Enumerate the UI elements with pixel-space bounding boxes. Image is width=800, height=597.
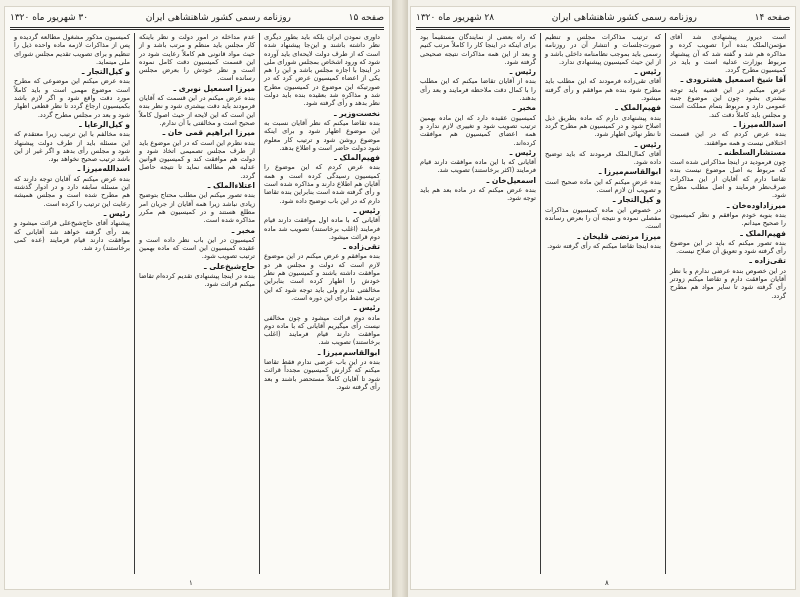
speaker-heading: اسمعیل‌خان ـ <box>486 175 536 185</box>
speaker-heading: مخبر ـ <box>231 225 255 235</box>
left-newspaper-title: روزنامه رسمی کشور شاهنشاهی ایران <box>145 13 291 23</box>
paragraph: آقای کمال‌الملک فرمودند که باید توضیح داده شود. <box>545 149 661 167</box>
paragraph: کمیسیون عقیده دارد که این ماده بهمین ترتیب تصویب شود و تغییری لازم ندارد و همه اعضای کمیسیون هم موافقت کرده‌اند. <box>420 113 536 147</box>
paragraph: بنده پیشنهادی دارم که ماده بطریق ذیل اصلاح شود و در کمیسیون هم مطرح گردد تا نظر نهائی اظهار شود. <box>545 113 661 139</box>
speaker-heading: رئیس ـ <box>353 205 380 215</box>
paragraph: بنده از آقایان تقاضا میکنم که این مطلب را با کمال دقت ملاحظه فرمایند و بعد رأی بدهند. <box>420 77 536 103</box>
paragraph: آقایانی که با این ماده موافقت دارند قیام فرمایند (اکثر برخاستند) تصویب شد. <box>420 158 536 175</box>
paragraph: در خصوص این ماده کمیسیون مذاکرات مفصلی نموده و نتیجه آن را بعرض رسانده است. <box>545 205 661 231</box>
left-header-rule-2 <box>10 29 384 30</box>
speaker-heading: فهیم‌الملک ـ <box>615 103 661 113</box>
speaker-heading: تقی‌زاده ـ <box>343 242 380 252</box>
paragraph: چون فرمودید در اینجا مذاکراتی شده است که مربوط به اصل موضوع نیست بنده تقاضا دارم که آقایان از این مذاکرات صرف‌نظر فرمایند و اصل مطلب مطرح شود. <box>670 158 786 200</box>
paragraph: بنده عرض میکنم این موضوعی که مطرح است موضوع مهمی است و باید کاملاً مورد دقت واقع شود و اگر لازم باشد بکمیسیون ارجاع گردد تا نظر قطعی اظهار شود و بعد در مجلس مطرح گردد. <box>14 77 130 119</box>
paragraph: پیشنهاد آقای حاج‌شیخ‌علی قرائت میشود و بعد رأی گرفته خواهد شد آقایانی که موافقت دارند قیام فرمایند (عده کمی برخاستند) رد شد. <box>14 219 130 253</box>
paragraph: بنده عرض کردم که در این قسمت اختلافی نیست و همه موافقند. <box>670 130 786 147</box>
speaker-heading: فهیم‌الملک ـ <box>740 228 786 238</box>
speaker-heading: ابوالقاسم‌میرزا ـ <box>598 167 661 177</box>
paragraph: ماده دوم قرائت میشود و چون مخالفی نیست رأی میگیریم آقایانی که با ماده دوم موافقت دارند قیام فرمایند (اغلب برخاستند) تصویب شد. <box>264 313 380 347</box>
speaker-heading: نخست‌وزیر ـ <box>334 108 380 118</box>
paragraph: در این خصوص بنده عرضی ندارم و با نظر آقایان موافقت دارم و تقاضا میکنم زودتر رأی گرفته شود تا سایر مواد هم مطرح گردد. <box>670 266 786 300</box>
right-page-number: ۸ <box>605 579 609 587</box>
text-column <box>260 33 384 574</box>
paragraph: بنده تصور میکنم این مطلب محتاج بتوضیح زیادی نباشد زیرا همه آقایان از جریان امر مطلع هستند و در کمیسیون هم مکرر مذاکره شده است. <box>139 191 255 225</box>
book-gutter <box>392 0 408 597</box>
paragraph: بنده عرض میکنم که آقایان توجه دارند که این مسئله سابقه دارد و در ادوار گذشته هم مطرح شده است و مجلس همیشه رعایت این ترتیب را کرده است. <box>14 174 130 208</box>
right-columns <box>416 33 790 574</box>
paragraph: عدم مداخله در امور دولت و نظر باینکه کار مجلس باید منظم و مرتب باشد و از حیث مواد قانونی هم کاملاً رعایت شود در این قسمت کمیسیون دقت کامل نموده است و نظر خودش را بعرض مجلس رسانده است. <box>139 33 255 83</box>
speaker-heading: رئیس ـ <box>509 67 536 77</box>
text-column <box>10 33 134 574</box>
speaker-heading: رئیس ـ <box>634 139 661 149</box>
right-header-rule-2 <box>416 29 790 30</box>
paragraph: بنده تصور میکنم که باید در این موضوع رأی گرفته شود و تعویق آن صلاح نیست. <box>670 238 786 256</box>
paragraph: بنده در این باب عرضی ندارم فقط تقاضا میکنم که گزارش کمیسیون مجدداً قرائت شود تا آقایان کاملاً مستحضر باشند و بعد رأی گرفته شود. <box>264 357 380 391</box>
right-header-rule <box>416 27 790 28</box>
left-columns <box>10 33 384 574</box>
paragraph: بنده در اینجا پیشنهادی تقدیم کرده‌ام تقاضا میکنم قرائت شود. <box>139 272 255 289</box>
left-page <box>4 6 390 590</box>
paragraph: کمیسیون در این باب نظر داده است و عقیده کمیسیون این است که ماده بهمین ترتیب تصویب شود. <box>139 235 255 261</box>
left-page-number: ۱ <box>189 579 193 587</box>
speaker-heading: آقا شیخ اسمعیل هشترودی ـ <box>680 75 786 85</box>
speaker-heading: حاج‌شیخ‌علی ـ <box>203 261 255 271</box>
paragraph: بنده عرض کردم که این موضوع را کمیسیون رسیدگی کرده است و همه آقایان هم اطلاع دارند و مذاکره شده است و رأی گرفته شده است بنابراین بنده تقاضا دارم که در این باب توضیح داده شود. <box>264 163 380 205</box>
paragraph: که راه بعضی از نمایندگان مستقیماً بود برای اینکه در اینجا کار را کاملاً مرتب کنیم و بعد از این همه مذاکرات نتیجه صحیحی گرفته شود. <box>420 33 536 66</box>
paragraph: که ترتیب مذاکرات مجلس و تنظیم صورت‌جلسات و انتشار آن در روزنامه رسمی باید بموجب نظامنامه داخلی باشد و از این حیث کمیسیون پیشنهادی ندارد. <box>545 33 661 66</box>
paragraph: آقایانی که با ماده اول موافقت دارند قیام فرمایند (اغلب برخاستند) تصویب شد ماده دوم قرائت میشود. <box>264 216 380 241</box>
paragraph: بنده موافقم و عرض میکنم در این موضوع لازم است که دولت و مجلس هر دو موافقت داشته باشند و کمیسیون هم نظر خودش را اظهار کرده است بنابراین مخالفتی ندارم ولی باید توجه شود که این ترتیب فقط برای این دوره است. <box>264 252 380 302</box>
speaker-heading: و کیل‌التجار ـ <box>81 67 130 77</box>
paragraph: بنده عرض میکنم در این قسمت که آقایان فرمودند باید دقت بیشتری شود و نظر بنده این است که این لایحه از حیث اصول کاملاً صحیح است و مخالفتی با آن ندارم. <box>139 94 255 127</box>
text-column <box>135 33 259 574</box>
speaker-heading: اسدالله‌میرزا ـ <box>733 119 786 129</box>
speaker-heading: میرزاداوده‌خان ـ <box>726 200 786 210</box>
speaker-heading: مخبر ـ <box>512 103 536 113</box>
paragraph: بنده اینجا تقاضا میکنم که رأی گرفته شود. <box>547 241 661 250</box>
speaker-heading: میرزا ابراهیم قمی‌ خان ـ <box>162 128 255 138</box>
speaker-heading: رئیس ـ <box>353 303 380 313</box>
paragraph: عرض میکنم در این قضیه باید توجه بیشتری بشود چون این موضوع جنبه عمومی دارد و مربوط بتمام مملکت است و مجلس باید کاملاً دقت کند. <box>670 85 786 119</box>
paragraph: آقای تقی‌زاده فرمودند که این مطلب باید مطرح شود بنده هم موافقم و رأی گرفته میشود. <box>545 77 661 103</box>
speaker-heading: تقی‌زاده ـ <box>749 256 786 266</box>
text-column <box>416 33 540 574</box>
paragraph: بنده تقاضا میکنم که نظر آقایان نسبت به این موضوع اظهار شود و برای اینکه موضوع روشن شود و ترتیب کار معلوم شود دولت حاضر است و اطلاع بدهد. <box>264 118 380 152</box>
speaker-heading: میرزا اسمعیل نوبری ـ <box>173 83 255 93</box>
speaker-heading: میرزا مرتضی‌ قلیخان ـ <box>577 231 661 241</box>
speaker-heading: اعتلاءالملک ـ <box>207 181 255 191</box>
right-header-date: ۲۸ شهریور ماه ۱۳۲۰ <box>416 13 495 23</box>
left-header-rule <box>10 27 384 28</box>
paragraph: بنده عرض میکنم که در ماده بعد هم باید توجه شود. <box>420 186 536 203</box>
left-page-label: صفحه ۱۵ <box>348 13 384 23</box>
speaker-heading: فهیم‌الملک ـ <box>334 153 380 163</box>
right-page <box>410 6 796 590</box>
speaker-heading: و کیل‌الرعایا ـ <box>79 119 130 129</box>
speaker-heading: رئیس ـ <box>103 208 130 218</box>
speaker-heading: مستشارالسلطنه ـ <box>718 147 786 157</box>
text-column <box>666 33 790 574</box>
paragraph: بنده مخالفم با این ترتیب زیرا معتقدم که این مسئله باید از طرف دولت پیشنهاد شود و مجلس رأی بدهد و اگر غیر از این باشد ترتیب صحیح نخواهد بود. <box>14 130 130 164</box>
left-header-date: ۳۰ شهریور ماه ۱۳۲۰ <box>10 13 89 23</box>
right-page-label: صفحه ۱۴ <box>754 13 790 23</box>
left-page-header <box>10 10 384 26</box>
paragraph: است دیروز پیشنهادی شد آقای مؤتمن‌الملک بنده آنرا تصویب کرده و مذاکره هم شد و گفته شد که آن پیشنهاد مربوط بوزارت عدلیه است و باید در کمیسیون مطرح گردد. <box>670 33 786 75</box>
speaker-heading: و کیل‌التجار ـ <box>612 195 661 205</box>
speaker-heading: رئیس ـ <box>634 67 661 77</box>
text-column <box>541 33 665 574</box>
speaker-heading: رئیس ـ <box>509 147 536 157</box>
paragraph: بنده عرض میکنم که این ماده صحیح است و تصویب آن لازم است. <box>545 177 661 195</box>
speaker-heading: ابوالقاسم‌میرزا ـ <box>317 347 380 357</box>
right-newspaper-title: روزنامه رسمی کشور شاهنشاهی ایران <box>551 13 697 23</box>
speaker-heading: اسدالله‌میرزا ـ <box>77 164 130 174</box>
right-page-header <box>416 10 790 26</box>
paragraph: بنده بنوبه خودم موافقم و نظر کمیسیون را صحیح میدانم. <box>670 210 786 228</box>
paragraph: کمیسیون مذکور مشغول مطالعه گردیده و پس از مذاکرات لازمه ماده واحده ذیل را تنظیم و برای تصویب تقدیم مجلس شورای ملی مینماید. <box>14 33 130 66</box>
paragraph: داوری‌ نمودن ایران بلکه باید بطور دیگری نظر داشته باشند و این‌جا پیشنهاد شده است که از طرف دولت لایحه‌ای باید آورده شود که ورود اشخاص بمجلس شورای ملی در اینجا با اجازه‌ مجلس باشد و این را هم یکی از اعضاء کمیسیون عرض کرد که در صورتیکه این موضوع در کمیسیون مطرح شد و مذاکره شد بعقیده بنده باید دولت نظر بدهد و رأی‌ گرفته شود. <box>263 33 380 108</box>
paragraph: بنده نظرم این است که در این موضوع باید از طرف مجلس تصمیمی اتخاذ شود و دولت هم موافقت کند و کمیسیون قوانین عدلیه هم مطالعه نماید تا نتیجه حاصل گردد. <box>139 138 255 180</box>
